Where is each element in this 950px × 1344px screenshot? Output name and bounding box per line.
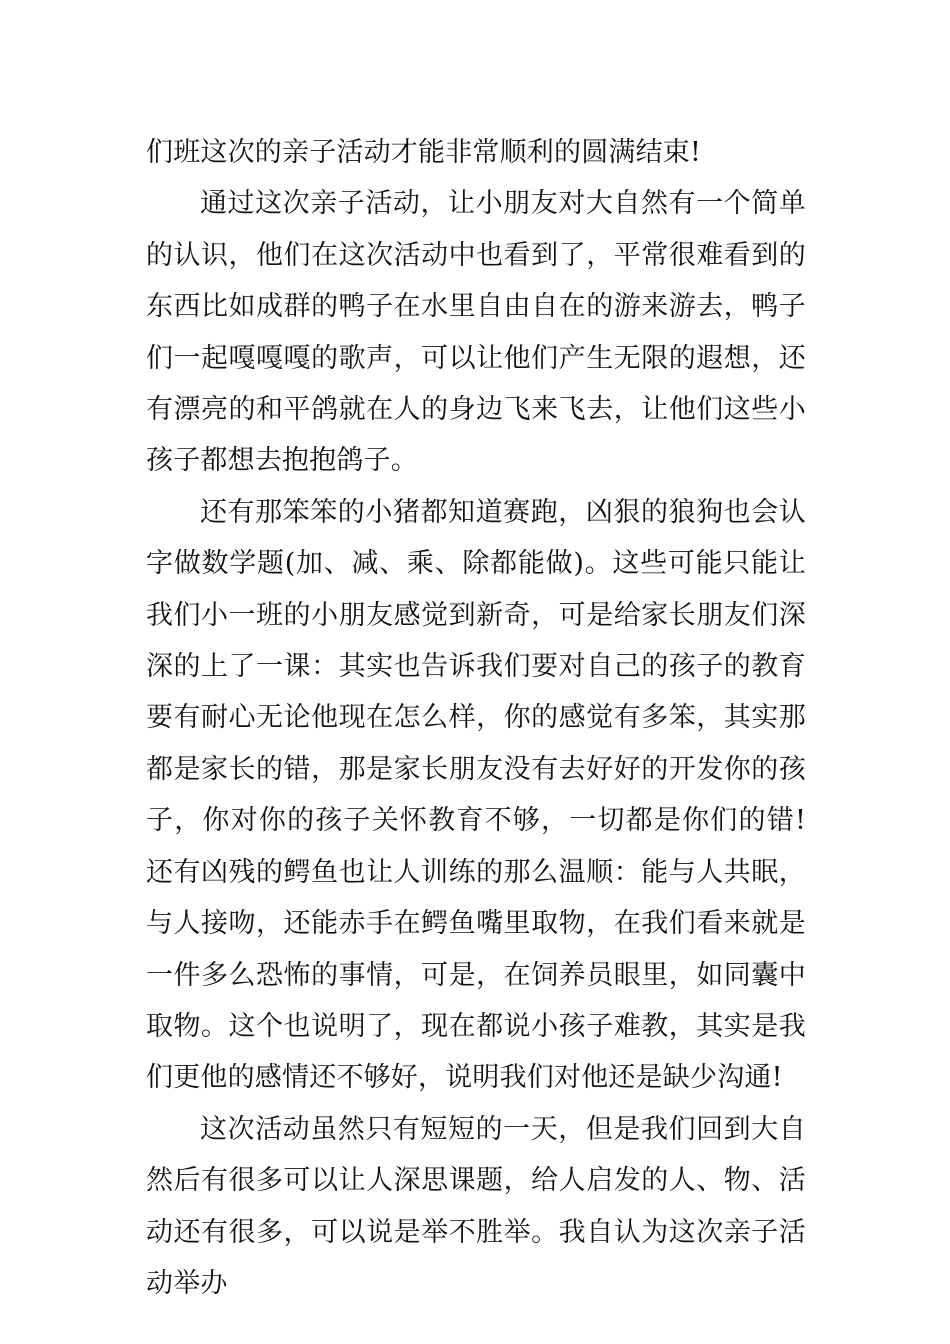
paragraph-animal-lessons: 还有那笨笨的小猪都知道赛跑，凶狠的狼狗也会认字做数学题(加、减、乘、除都能做)。这些可能只能让我们小一班的小朋友感觉到新奇，可是给家长朋友们深深的上了一课：其实也告诉我们要对自己的孩子的教育要有耐心无论他现在怎么样，你的感觉有多笨，其实那都是家长的错，那是家长朋友没有去好好的开发你的孩子，你对你的孩子关怀教育不够，一切都是你们的错!还有凶残的鳄鱼也让人训练的那么温顺：能与人共眠，与人接吻，还能赤手在鳄鱼嘴里取物，在我们看来就是一件多么恐怖的事情，可是，在饲养员眼里，如同囊中取物。这个也说明了，现在都说小孩子难教，其实是我们更他的感情还不够好，说明我们对他还是缺少沟通! — [146, 496, 806, 1094]
paragraph-activity-summary: 这次活动虽然只有短短的一天，但是我们回到大自然后有很多可以让人深思课题，给人启发的人、物、活动还有很多，可以说是举不胜举。我自认为这次亲子活动举办 — [146, 1113, 806, 1299]
document-page — [146, 127, 806, 1309]
paragraph-continuation: 们班这次的亲子活动才能非常顺利的圆满结束! — [146, 137, 702, 168]
paragraph-nature-learning: 通过这次亲子活动，让小朋友对大自然有一个简单的认识，他们在这次活动中也看到了，平常很难看到的东西比如成群的鸭子在水里自由自在的游来游去，鸭子们一起嘎嘎嘎的歌声，可以让他们产生无限的遐想，还有漂亮的和平鸽就在人的身边飞来飞去，让他们这些小孩子都想去抱抱鸽子。 — [146, 188, 806, 477]
